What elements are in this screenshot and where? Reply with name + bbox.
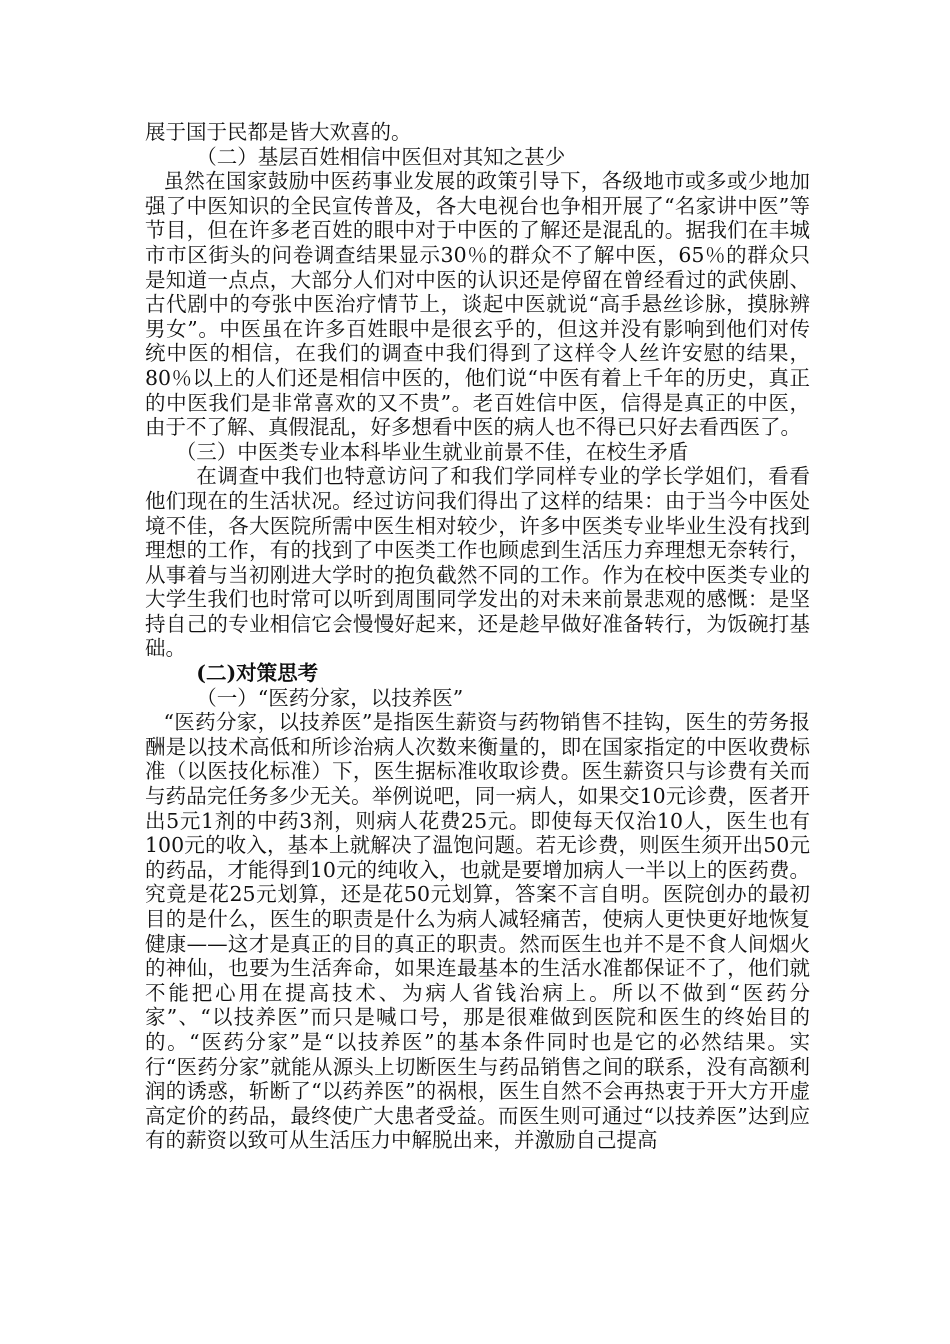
document-page <box>145 120 810 1153</box>
paragraph-graduate-prospects: 在调查中我们也特意访问了和我们学同样专业的学长学姐们，看看他们现在的生活状况。经过访问我们得出了这样的结果：由于当今中医处境不佳，各大医院所需中医生相对较少，许多中医类专业毕业生没有找到理想的工作，有的找到了中医类工作也顾虑到生活压力弃理想无奈转行，从事着与当初刚进大学时的抱负截然不同的工作。作为在校中医类专业的大学生我们也时常可以听到周围同学发出的对未来前景悲观的感慨：是坚持自己的专业相信它会慢慢好起来，还是趁早做好准备转行，为饭碗打基础。 <box>145 464 810 661</box>
paragraph-separate-medicine: “医药分家，以技养医”是指医生薪资与药物销售不挂钩，医生的劳务报酬是以技术高低和所诊治病人次数来衡量的，即在国家指定的中医收费标准（以医技化标准）下，医生据标准收取诊费。医生薪资只与诊费有关而与药品完任务多少无关。举例说吧，同一病人，如果交10元诊费，医者开出5元1剂的中药3剂，则病人花费25元。即使每天仅治10人，医生也有100元的收入，基本上就解决了温饱问题。若无诊费，则医生须开出50元的药品，才能得到10元的纯收入，也就是要增加病人一半以上的医药费。究竟是花25元划算，还是花50元划算，答案不言自明。医院创办的最初目的是什么，医生的职责是什么为病人减轻痛苦，使病人更快更好地恢复健康——这才是真正的目的真正的职责。然而医生也并不是不食人间烟火的神仙，也要为生活奔命，如果连最基本的生活水准都保证不了，他们就不能把心用在提高技术、为病人省钱治病上。所以不做到“医药分家”、“以技养医”而只是喊口号，那是很难做到医院和医生的终始目的的。“医药分家”是“以技养医”的基本条件同时也是它的必然结果。实行“医药分家”就能从源头上切断医生与药品销售之间的联系，没有高额利润的诱惑，斩断了“以药养医”的祸根，医生自然不会再热衷于开大方开虚高定价的药品，最终使广大患者受益。而医生则可通过“以技养医”达到应有的薪资以致可从生活压力中解脱出来，并激励自己提高 <box>145 710 810 1153</box>
subheading-separate-medicine: （一）“医药分家，以技养医” <box>196 685 464 710</box>
paragraph-continuation: 展于国于民都是皆大欢喜的。 <box>145 120 412 144</box>
subheading-grassroots-trust: （二）基层百姓相信中医但对其知之甚少 <box>196 144 566 169</box>
section-heading-countermeasures: (二)对策思考 <box>196 661 319 686</box>
subheading-graduate-prospects: （三）中医类专业本科毕业生就业前景不佳，在校生矛盾 <box>175 439 689 464</box>
paragraph-grassroots-trust: 虽然在国家鼓励中医药事业发展的政策引导下，各级地市或多或少地加强了中医知识的全民宣传普及，各大电视台也争相开展了“名家讲中医”等节目，但在许多老百姓的眼中对于中医的了解还是混乱的。据我们在丰城市市区街头的问卷调查结果显示30％的群众不了解中医，65％的群众只是知道一点点，大部分人们对中医的认识还是停留在曾经看过的武侠剧、古代剧中的夸张中医治疗情节上，谈起中医就说“高手悬丝诊脉，摸脉辨男女”。中医虽在许多百姓眼中是很玄乎的，但这并没有影响到他们对传统中医的相信，在我们的调查中我们得到了这样令人丝许安慰的结果，80％以上的人们还是相信中医的，他们说“中医有着上千年的历史，真正的中医我们是非常喜欢的又不贵”。老百姓信中医，信得是真正的中医，由于不了解、真假混乱，好多想看中医的病人也不得已只好去看西医了。 <box>145 169 810 440</box>
